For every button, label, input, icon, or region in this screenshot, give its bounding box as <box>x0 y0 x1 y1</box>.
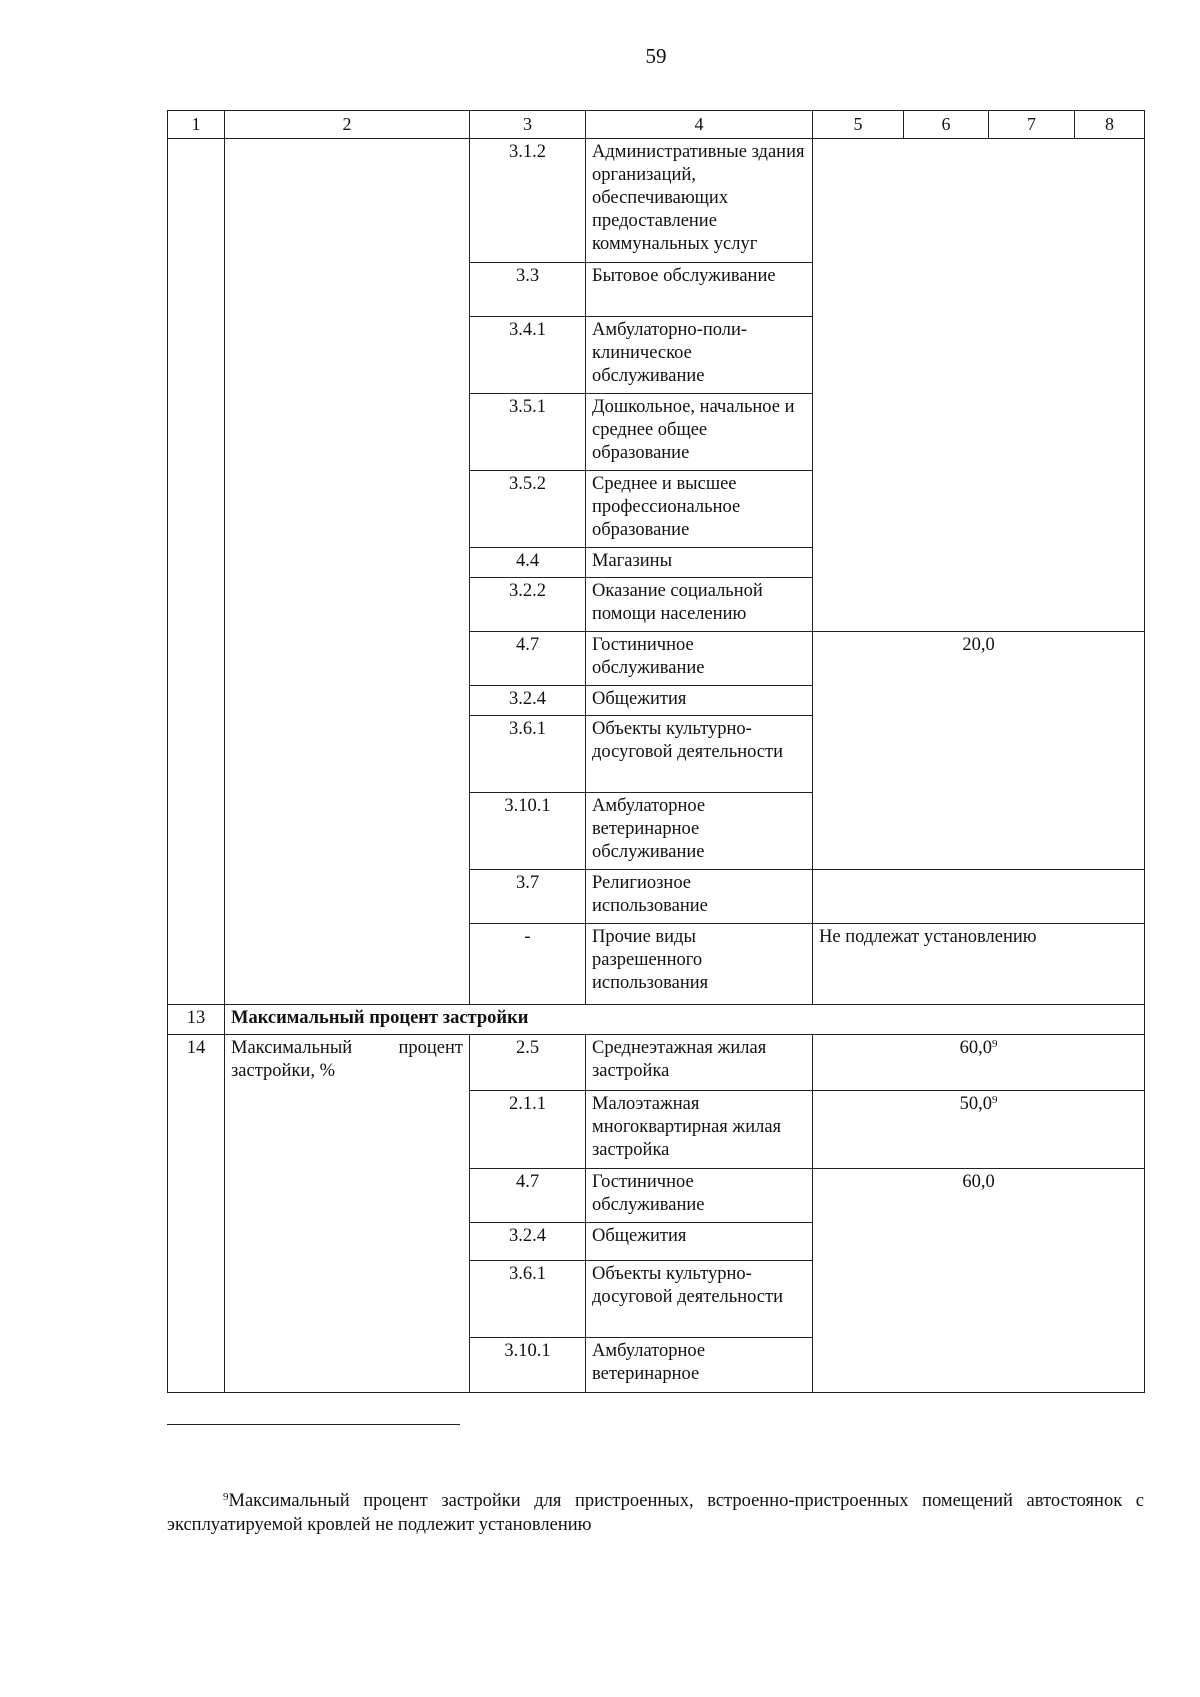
column-number: 2 <box>225 111 470 139</box>
use-name: Объекты культурно-досуговой деятельности <box>586 1261 813 1338</box>
use-name: Дошкольное, начальное и среднее общее образование <box>586 394 813 471</box>
footnote-separator <box>167 1424 460 1425</box>
use-code: - <box>470 924 586 1005</box>
use-name: Гостиничное обслуживание <box>586 1169 813 1223</box>
value-cell <box>813 1035 1145 1091</box>
use-name: Амбулаторное ветеринарное <box>586 1338 813 1393</box>
column-number: 3 <box>470 111 586 139</box>
use-code: 3.10.1 <box>470 1338 586 1393</box>
section-row <box>168 1005 1145 1035</box>
use-name: Среднее и высшее профессиональное образование <box>586 471 813 548</box>
use-name: Объекты культурно-досуговой деятельности <box>586 716 813 793</box>
use-name: Амбулаторно-поли-клиническое обслуживание <box>586 317 813 394</box>
value-cell-empty <box>813 139 1145 632</box>
value-cell: 20,0 <box>813 632 1145 870</box>
column-number: 6 <box>904 111 989 139</box>
use-name: Гостиничное обслуживание <box>586 632 813 686</box>
section-title: Максимальный процент застройки <box>225 1005 1145 1035</box>
footnote-reference: 9 <box>991 1094 998 1106</box>
use-code: 2.1.1 <box>470 1091 586 1169</box>
column-number: 8 <box>1075 111 1145 139</box>
parameter-name: Максимальный процент застройки, % <box>225 1035 470 1393</box>
use-code: 3.2.4 <box>470 686 586 716</box>
use-code: 3.2.4 <box>470 1223 586 1261</box>
parameter-cell <box>225 139 470 1005</box>
use-name: Малоэтажная многоквартирная жилая застройка <box>586 1091 813 1169</box>
value-text: 60,0 <box>959 1038 992 1058</box>
table-row <box>168 1035 1145 1091</box>
footnote-reference: 9 <box>991 1038 998 1050</box>
use-name: Общежития <box>586 686 813 716</box>
value-text: 50,0 <box>959 1094 992 1114</box>
footnote-text: Максимальный процент застройки для пристроенных, встроенно-пристроенных помещений автостоянок с эксплуатируемой кровлей не подлежит установлению <box>167 1491 1144 1535</box>
value-cell-empty <box>813 870 1145 924</box>
column-number-row <box>168 111 1145 139</box>
use-name: Религиозное использование <box>586 870 813 924</box>
use-name: Административные здания организаций, обеспечивающих предоставление коммунальных услуг <box>586 139 813 263</box>
use-code: 3.3 <box>470 263 586 317</box>
use-code: 3.5.2 <box>470 471 586 548</box>
footnote-mark: 9 <box>223 1491 229 1503</box>
footnote <box>167 1489 1144 1537</box>
use-code: 4.4 <box>470 548 586 578</box>
use-code: 3.6.1 <box>470 1261 586 1338</box>
table-row <box>168 139 1145 263</box>
value-cell: 60,0 <box>813 1169 1145 1393</box>
value-cell: Не подлежат установлению <box>813 924 1145 1005</box>
use-code: 3.1.2 <box>470 139 586 263</box>
use-code: 3.4.1 <box>470 317 586 394</box>
page-number: 59 <box>645 44 667 68</box>
use-name: Общежития <box>586 1223 813 1261</box>
row-number-cell <box>168 139 225 1005</box>
value-cell <box>813 1091 1145 1169</box>
use-name: Прочие виды разрешенного использования <box>586 924 813 1005</box>
row-number: 14 <box>168 1035 225 1393</box>
regulations-table <box>167 110 1145 1393</box>
column-number: 4 <box>586 111 813 139</box>
use-code: 4.7 <box>470 632 586 686</box>
use-name: Амбулаторное ветеринарное обслуживание <box>586 793 813 870</box>
use-code: 3.7 <box>470 870 586 924</box>
use-code: 3.6.1 <box>470 716 586 793</box>
use-code: 3.2.2 <box>470 578 586 632</box>
use-name: Оказание социальной помощи населению <box>586 578 813 632</box>
column-number: 7 <box>989 111 1075 139</box>
row-number: 13 <box>168 1005 225 1035</box>
use-code: 3.5.1 <box>470 394 586 471</box>
use-code: 3.10.1 <box>470 793 586 870</box>
use-code: 2.5 <box>470 1035 586 1091</box>
use-code: 4.7 <box>470 1169 586 1223</box>
use-name: Магазины <box>586 548 813 578</box>
column-number: 5 <box>813 111 904 139</box>
use-name: Бытовое обслуживание <box>586 263 813 317</box>
use-name: Среднеэтажная жилая застройка <box>586 1035 813 1091</box>
column-number: 1 <box>168 111 225 139</box>
